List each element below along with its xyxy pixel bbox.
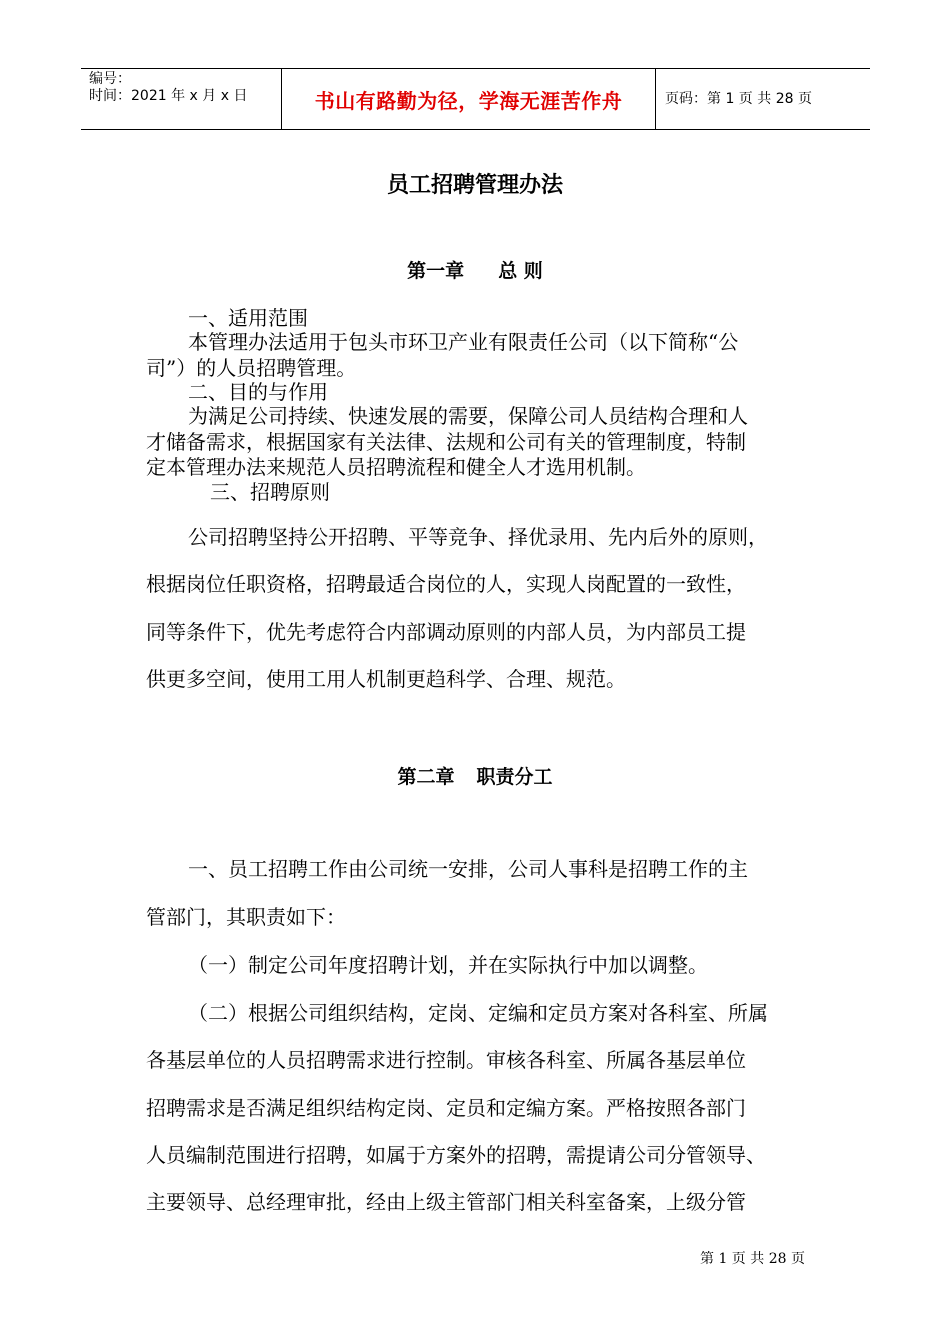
ch2-para-line: （二）根据公司组织结构，定岗、定编和定员方案对各科室、所属 <box>188 1001 768 1025</box>
header-page-cell <box>655 69 870 129</box>
motto: 书山有路勤为径，学海无涯苦作舟 <box>314 88 623 113</box>
ch1-para-line: 本管理办法适用于包头市环卫产业有限责任公司（以下简称“公 <box>188 330 739 354</box>
ch1-para-line: 为满足公司持续、快速发展的需要，保障公司人员结构合理和人 <box>188 404 748 428</box>
ch1-para-line: 根据岗位任职资格，招聘最适合岗位的人，实现人岗配置的一致性， <box>146 572 746 596</box>
ch1-para-line: 供更多空间，使用工用人机制更趋科学、合理、规范。 <box>146 667 626 691</box>
ch1-para-line: 公司招聘坚持公开招聘、平等竞争、择优录用、先内后外的原则， <box>188 525 768 549</box>
ch1-heading-purpose: 二、目的与作用 <box>188 380 328 404</box>
serial-label: 编号： <box>89 71 131 87</box>
chapter-2-title <box>0 762 950 789</box>
header-meta <box>81 69 281 129</box>
ch2-para-line: （一）制定公司年度招聘计划，并在实际执行中加以调整。 <box>188 953 708 977</box>
ch2-para-line: 一、员工招聘工作由公司统一安排，公司人事科是招聘工作的主 <box>188 857 748 881</box>
page-footer: 第 1 页 共 28 页 <box>700 1251 805 1267</box>
chapter-2-number: 第二章 <box>397 766 455 788</box>
ch2-para-line: 主要领导、总经理审批，经由上级主管部门相关科室备案，上级分管 <box>146 1190 746 1214</box>
header-motto-cell <box>281 69 656 129</box>
ch1-para-line: 司”）的人员招聘管理。 <box>146 356 357 380</box>
chapter-1-name: 总 则 <box>498 260 543 282</box>
chapter-1-title <box>0 256 950 283</box>
document-title: 员工招聘管理办法 <box>386 172 563 198</box>
ch2-para-line: 人员编制范围进行招聘，如属于方案外的招聘，需提请公司分管领导、 <box>146 1143 766 1167</box>
ch1-para-line: 同等条件下，优先考虑符合内部调动原则的内部人员，为内部员工提 <box>146 620 746 644</box>
ch2-para-line: 招聘需求是否满足组织结构定岗、定员和定编方案。严格按照各部门 <box>146 1096 746 1120</box>
date-label: 时间：2021 年 x 月 x 日 <box>89 88 248 104</box>
ch1-para-line: 定本管理办法来规范人员招聘流程和健全人才选用机制。 <box>146 455 646 479</box>
page-label: 页码：第 1 页 共 28 页 <box>665 90 812 107</box>
ch1-para-line: 才储备需求，根据国家有关法律、法规和公司有关的管理制度，特制 <box>146 430 746 454</box>
ch2-para-line: 管部门，其职责如下： <box>146 905 346 929</box>
ch1-heading-principles: 三、招聘原则 <box>210 480 330 504</box>
ch1-heading-scope: 一、适用范围 <box>188 306 308 330</box>
ch2-para-line: 各基层单位的人员招聘需求进行控制。审核各科室、所属各基层单位 <box>146 1048 746 1072</box>
chapter-2-name: 职责分工 <box>476 766 553 788</box>
chapter-1-number: 第一章 <box>407 260 465 282</box>
page-header <box>81 68 870 130</box>
